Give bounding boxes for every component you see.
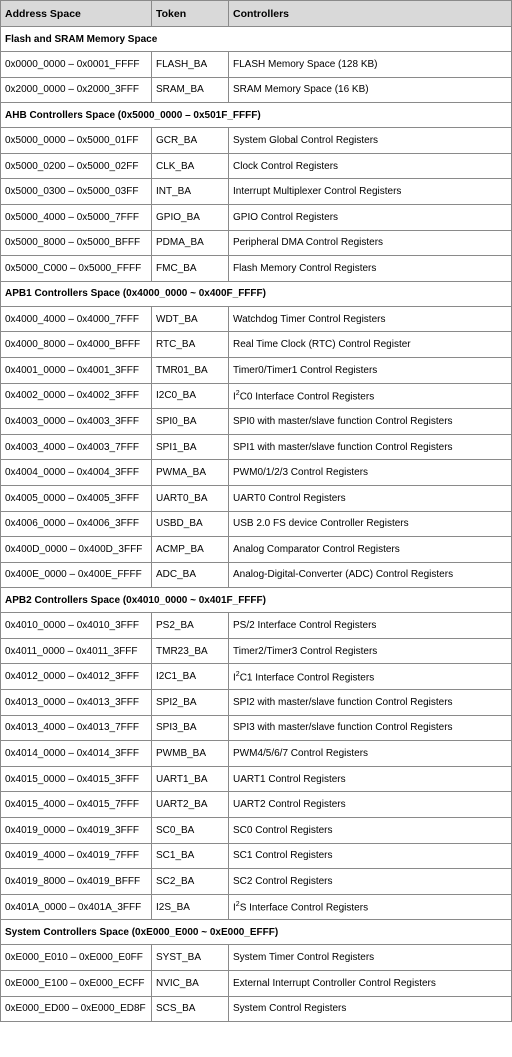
table-row [1, 537, 512, 563]
controller-prefix: I [233, 902, 236, 914]
address-range-cell: 0x4000_4000 – 0x4000_7FFF [1, 306, 152, 332]
controller-superscript: 2 [235, 670, 240, 678]
controller-cell: Analog Comparator Control Registers [229, 537, 512, 563]
table-row [1, 230, 512, 256]
token-cell: GPIO_BA [152, 204, 229, 230]
token-cell: SPI3_BA [152, 715, 229, 741]
token-cell: I2C1_BA [152, 664, 229, 690]
table-row [1, 869, 512, 895]
section-title: Flash and SRAM Memory Space [1, 27, 512, 52]
token-cell: SRAM_BA [152, 77, 229, 103]
table-row [1, 613, 512, 639]
token-cell: PS2_BA [152, 613, 229, 639]
address-range-cell: 0x5000_0000 – 0x5000_01FF [1, 128, 152, 154]
address-range-cell: 0x401A_0000 – 0x401A_3FFF [1, 894, 152, 920]
controller-cell [229, 383, 512, 409]
section-row [1, 281, 512, 306]
address-range-cell: 0x5000_8000 – 0x5000_BFFF [1, 230, 152, 256]
address-range-cell: 0x400D_0000 – 0x400D_3FFF [1, 537, 152, 563]
token-cell: SPI0_BA [152, 409, 229, 435]
section-title: AHB Controllers Space (0x5000_0000 – 0x501F_FFFF) [1, 103, 512, 128]
controller-cell: SPI1 with master/slave function Control Registers [229, 434, 512, 460]
token-cell: FMC_BA [152, 256, 229, 282]
address-range-cell: 0x4004_0000 – 0x4004_3FFF [1, 460, 152, 486]
token-cell: WDT_BA [152, 306, 229, 332]
table-row [1, 434, 512, 460]
table-header [1, 1, 512, 27]
address-range-cell: 0x4015_0000 – 0x4015_3FFF [1, 766, 152, 792]
table-row [1, 690, 512, 716]
controller-cell [229, 664, 512, 690]
table-row [1, 894, 512, 920]
address-range-cell: 0x4005_0000 – 0x4005_3FFF [1, 485, 152, 511]
table-row [1, 562, 512, 588]
token-cell: SYST_BA [152, 945, 229, 971]
table-row [1, 945, 512, 971]
token-cell: TMR01_BA [152, 357, 229, 383]
token-cell: UART2_BA [152, 792, 229, 818]
controller-cell: Interrupt Multiplexer Control Registers [229, 179, 512, 205]
table-row [1, 638, 512, 664]
address-range-cell: 0x4011_0000 – 0x4011_3FFF [1, 638, 152, 664]
token-cell: SPI2_BA [152, 690, 229, 716]
header-row [1, 1, 512, 27]
token-header: Token [152, 1, 229, 27]
controller-cell: SC0 Control Registers [229, 818, 512, 844]
controller-cell: Real Time Clock (RTC) Control Register [229, 332, 512, 358]
controller-text: S Interface Control Registers [239, 902, 369, 914]
controller-cell: USB 2.0 FS device Controller Registers [229, 511, 512, 537]
address-range-cell: 0x0000_0000 – 0x0001_FFFF [1, 52, 152, 78]
token-cell: SC0_BA [152, 818, 229, 844]
token-cell: UART1_BA [152, 766, 229, 792]
table-row [1, 306, 512, 332]
address-range-cell: 0x4014_0000 – 0x4014_3FFF [1, 741, 152, 767]
token-cell: INT_BA [152, 179, 229, 205]
token-cell: SPI1_BA [152, 434, 229, 460]
controller-cell: Watchdog Timer Control Registers [229, 306, 512, 332]
controller-cell: System Timer Control Registers [229, 945, 512, 971]
table-row [1, 153, 512, 179]
controller-superscript: 2 [235, 389, 240, 397]
section-row [1, 920, 512, 945]
table-row [1, 460, 512, 486]
address-range-cell: 0x4006_0000 – 0x4006_3FFF [1, 511, 152, 537]
controller-cell: PWM4/5/6/7 Control Registers [229, 741, 512, 767]
address-range-cell: 0x400E_0000 – 0x400E_FFFF [1, 562, 152, 588]
token-cell: NVIC_BA [152, 971, 229, 997]
controller-text: C1 Interface Control Registers [239, 671, 375, 683]
address-range-cell: 0x2000_0000 – 0x2000_3FFF [1, 77, 152, 103]
table-row [1, 179, 512, 205]
token-cell: SCS_BA [152, 996, 229, 1022]
table-row [1, 766, 512, 792]
table-row [1, 485, 512, 511]
token-cell: RTC_BA [152, 332, 229, 358]
token-cell: USBD_BA [152, 511, 229, 537]
controller-cell: Peripheral DMA Control Registers [229, 230, 512, 256]
controller-cell: Timer2/Timer3 Control Registers [229, 638, 512, 664]
table-row [1, 843, 512, 869]
table-row [1, 715, 512, 741]
controller-cell: UART1 Control Registers [229, 766, 512, 792]
controller-text: C0 Interface Control Registers [239, 390, 375, 402]
controllers-header: Controllers [229, 1, 512, 27]
table-row [1, 128, 512, 154]
section-row [1, 103, 512, 128]
token-cell: GCR_BA [152, 128, 229, 154]
controller-cell: UART2 Control Registers [229, 792, 512, 818]
address-range-cell: 0x4015_4000 – 0x4015_7FFF [1, 792, 152, 818]
controller-cell: FLASH Memory Space (128 KB) [229, 52, 512, 78]
address-range-cell: 0x5000_C000 – 0x5000_FFFF [1, 256, 152, 282]
controller-cell: PS/2 Interface Control Registers [229, 613, 512, 639]
controller-cell: SC1 Control Registers [229, 843, 512, 869]
section-row [1, 588, 512, 613]
controller-cell: SPI2 with master/slave function Control Registers [229, 690, 512, 716]
table-row [1, 971, 512, 997]
section-title: APB1 Controllers Space (0x4000_0000 ~ 0x400F_FFFF) [1, 281, 512, 306]
table-row [1, 511, 512, 537]
controller-cell: SC2 Control Registers [229, 869, 512, 895]
table-row [1, 77, 512, 103]
token-cell: PWMB_BA [152, 741, 229, 767]
table-row [1, 383, 512, 409]
controller-cell: System Global Control Registers [229, 128, 512, 154]
controller-cell: SRAM Memory Space (16 KB) [229, 77, 512, 103]
token-cell: I2S_BA [152, 894, 229, 920]
token-cell: I2C0_BA [152, 383, 229, 409]
address-range-cell: 0xE000_ED00 – 0xE000_ED8F [1, 996, 152, 1022]
controller-cell: Flash Memory Control Registers [229, 256, 512, 282]
section-title: APB2 Controllers Space (0x4010_0000 ~ 0x401F_FFFF) [1, 588, 512, 613]
token-cell: ADC_BA [152, 562, 229, 588]
token-cell: UART0_BA [152, 485, 229, 511]
table-row [1, 409, 512, 435]
table-row [1, 332, 512, 358]
table-row [1, 357, 512, 383]
address-range-cell: 0x4003_0000 – 0x4003_3FFF [1, 409, 152, 435]
controller-cell: PWM0/1/2/3 Control Registers [229, 460, 512, 486]
controller-cell: External Interrupt Controller Control Registers [229, 971, 512, 997]
address-range-cell: 0x4019_4000 – 0x4019_7FFF [1, 843, 152, 869]
section-row [1, 27, 512, 52]
token-cell: PWMA_BA [152, 460, 229, 486]
token-cell: ACMP_BA [152, 537, 229, 563]
address-space-header: Address Space [1, 1, 152, 27]
token-cell: CLK_BA [152, 153, 229, 179]
table-row [1, 741, 512, 767]
address-range-cell: 0xE000_E010 – 0xE000_E0FF [1, 945, 152, 971]
controller-cell [229, 894, 512, 920]
address-range-cell: 0xE000_E100 – 0xE000_ECFF [1, 971, 152, 997]
table-row [1, 664, 512, 690]
token-cell: FLASH_BA [152, 52, 229, 78]
table-row [1, 52, 512, 78]
address-range-cell: 0x4010_0000 – 0x4010_3FFF [1, 613, 152, 639]
address-range-cell: 0x4001_0000 – 0x4001_3FFF [1, 357, 152, 383]
section-title: System Controllers Space (0xE000_E000 ~ 0xE000_EFFF) [1, 920, 512, 945]
address-range-cell: 0x4019_8000 – 0x4019_BFFF [1, 869, 152, 895]
address-range-cell: 0x4019_0000 – 0x4019_3FFF [1, 818, 152, 844]
controller-prefix: I [233, 671, 236, 683]
table-body [1, 27, 512, 1022]
address-range-cell: 0x4002_0000 – 0x4002_3FFF [1, 383, 152, 409]
controller-cell: System Control Registers [229, 996, 512, 1022]
address-range-cell: 0x4012_0000 – 0x4012_3FFF [1, 664, 152, 690]
controller-prefix: I [233, 390, 236, 402]
address-range-cell: 0x4013_0000 – 0x4013_3FFF [1, 690, 152, 716]
controller-cell: SPI3 with master/slave function Control Registers [229, 715, 512, 741]
controller-cell: Timer0/Timer1 Control Registers [229, 357, 512, 383]
table-row [1, 792, 512, 818]
token-cell: PDMA_BA [152, 230, 229, 256]
controller-cell: Analog-Digital-Converter (ADC) Control Registers [229, 562, 512, 588]
token-cell: SC2_BA [152, 869, 229, 895]
table-row [1, 204, 512, 230]
address-range-cell: 0x5000_0300 – 0x5000_03FF [1, 179, 152, 205]
table-row [1, 996, 512, 1022]
table-row [1, 818, 512, 844]
token-cell: TMR23_BA [152, 638, 229, 664]
table-row [1, 256, 512, 282]
address-range-cell: 0x5000_4000 – 0x5000_7FFF [1, 204, 152, 230]
token-cell: SC1_BA [152, 843, 229, 869]
controller-superscript: 2 [235, 900, 240, 908]
controller-cell: GPIO Control Registers [229, 204, 512, 230]
address-range-cell: 0x4000_8000 – 0x4000_BFFF [1, 332, 152, 358]
address-range-cell: 0x4013_4000 – 0x4013_7FFF [1, 715, 152, 741]
controller-cell: UART0 Control Registers [229, 485, 512, 511]
address-range-cell: 0x4003_4000 – 0x4003_7FFF [1, 434, 152, 460]
controller-cell: SPI0 with master/slave function Control Registers [229, 409, 512, 435]
address-range-cell: 0x5000_0200 – 0x5000_02FF [1, 153, 152, 179]
controller-cell: Clock Control Registers [229, 153, 512, 179]
